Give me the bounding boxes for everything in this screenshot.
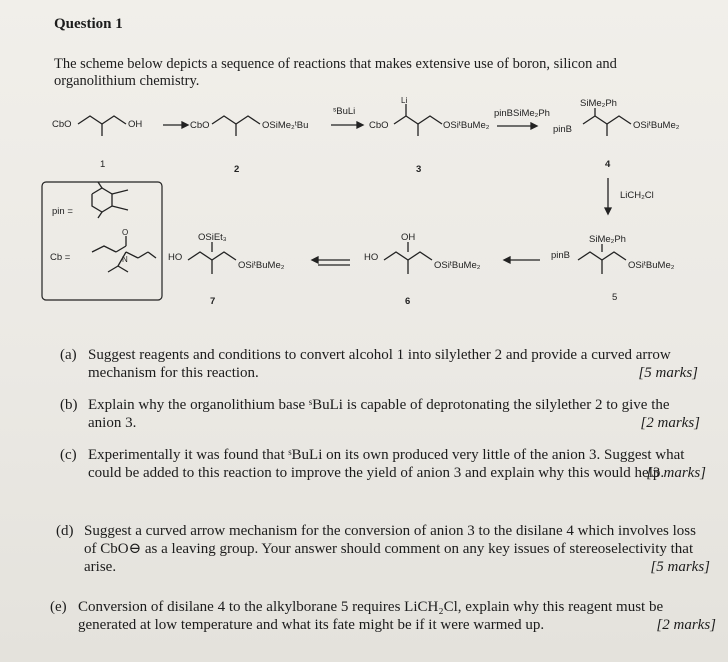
- question-d-tag: (d): [56, 523, 74, 539]
- question-d-marks: [5 marks]: [650, 559, 710, 575]
- question-b-tag: (b): [60, 397, 78, 413]
- c7-right: OSiᵗBuMe₂: [238, 260, 285, 271]
- c3-right: OSiᵗBuMe₂: [443, 120, 490, 131]
- c6-top: OH: [401, 232, 416, 243]
- question-b: [60, 396, 700, 432]
- c2-left: CbO: [190, 120, 210, 131]
- legend-cb-label: Cb =: [50, 252, 71, 263]
- c4-left: pinB: [553, 124, 573, 135]
- c4-number: 4: [605, 159, 611, 170]
- intro-text: The scheme below depicts a sequence of reactions that makes extensive use of boron, silicon and organolithium chemistry.: [54, 56, 617, 89]
- question-c-text: Experimentally it was found that ˢBuLi on its own produced very little of the anion 3. Suggest what could be added to this reaction to improve the yield of anion 3 and explain why this would help.: [88, 447, 685, 481]
- c5-left: pinB: [551, 250, 571, 261]
- legend-cb-o: O: [122, 228, 129, 237]
- question-c-marks: [3 marks]: [646, 465, 706, 481]
- question-d: [56, 522, 710, 576]
- c7-top: OSiEt₃: [198, 232, 227, 243]
- question-a: [60, 346, 698, 382]
- c6-right: OSiᵗBuMe₂: [434, 260, 481, 271]
- question-a-tag: (a): [60, 347, 77, 363]
- c4-top: SiMe₂Ph: [580, 98, 617, 109]
- c7-number: 7: [210, 296, 216, 307]
- c7-left: HO: [168, 252, 183, 263]
- c1-right: OH: [128, 119, 143, 130]
- c2-number: 2: [234, 164, 240, 175]
- legend-pin-label: pin =: [52, 206, 73, 217]
- reagent-lich2cl: LiCH₂Cl: [620, 190, 654, 201]
- question-c-tag: (c): [60, 447, 77, 463]
- question-e-marks: [2 marks]: [656, 617, 716, 633]
- c3-li: Li: [401, 96, 408, 105]
- reagent-sbuli: ˢBuLi: [333, 106, 356, 117]
- question-e-text: Conversion of disilane 4 to the alkylborane 5 requires LiCH₂Cl, explain why this reagent must be generated at low temperature and what its fate might be if it were warmed up.: [78, 599, 664, 633]
- question-e: [50, 598, 716, 634]
- c1-left: CbO: [52, 119, 72, 130]
- question-b-marks: [2 marks]: [640, 415, 700, 431]
- question-title: Question 1: [54, 16, 123, 32]
- reaction-scheme: [0, 90, 728, 340]
- c3-left: CbO: [369, 120, 389, 131]
- question-d-text: Suggest a curved arrow mechanism for the conversion of anion 3 to the disilane 4 which involves loss of CbO⊖ as a leaving group. Your answer should comment on any key issues of stereoselectivity that arise.: [84, 523, 696, 575]
- c5-number: 5: [612, 292, 618, 303]
- question-a-marks: [5 marks]: [638, 365, 698, 381]
- legend-cb-n: N: [122, 255, 128, 264]
- c5-right: OSiᵗBuMe₂: [628, 260, 675, 271]
- question-e-tag: (e): [50, 599, 67, 615]
- question-c: [60, 446, 706, 482]
- question-a-text: Suggest reagents and conditions to convert alcohol 1 into silylether 2 and provide a curved arrow mechanism for this reaction.: [88, 347, 671, 381]
- c2-right: OSiMe₂ᵗBu: [262, 120, 309, 131]
- c6-number: 6: [405, 296, 411, 307]
- reagent-pinbsi: pinBSiMe₂Ph: [494, 108, 550, 119]
- c3-number: 3: [416, 164, 422, 175]
- c4-right: OSiᵗBuMe₂: [633, 120, 680, 131]
- c5-top: SiMe₂Ph: [589, 234, 626, 245]
- question-b-text: Explain why the organolithium base ˢBuLi is capable of deprotonating the silylether 2 to give the anion 3.: [88, 397, 670, 431]
- c6-left: HO: [364, 252, 379, 263]
- c1-number: 1: [100, 159, 106, 170]
